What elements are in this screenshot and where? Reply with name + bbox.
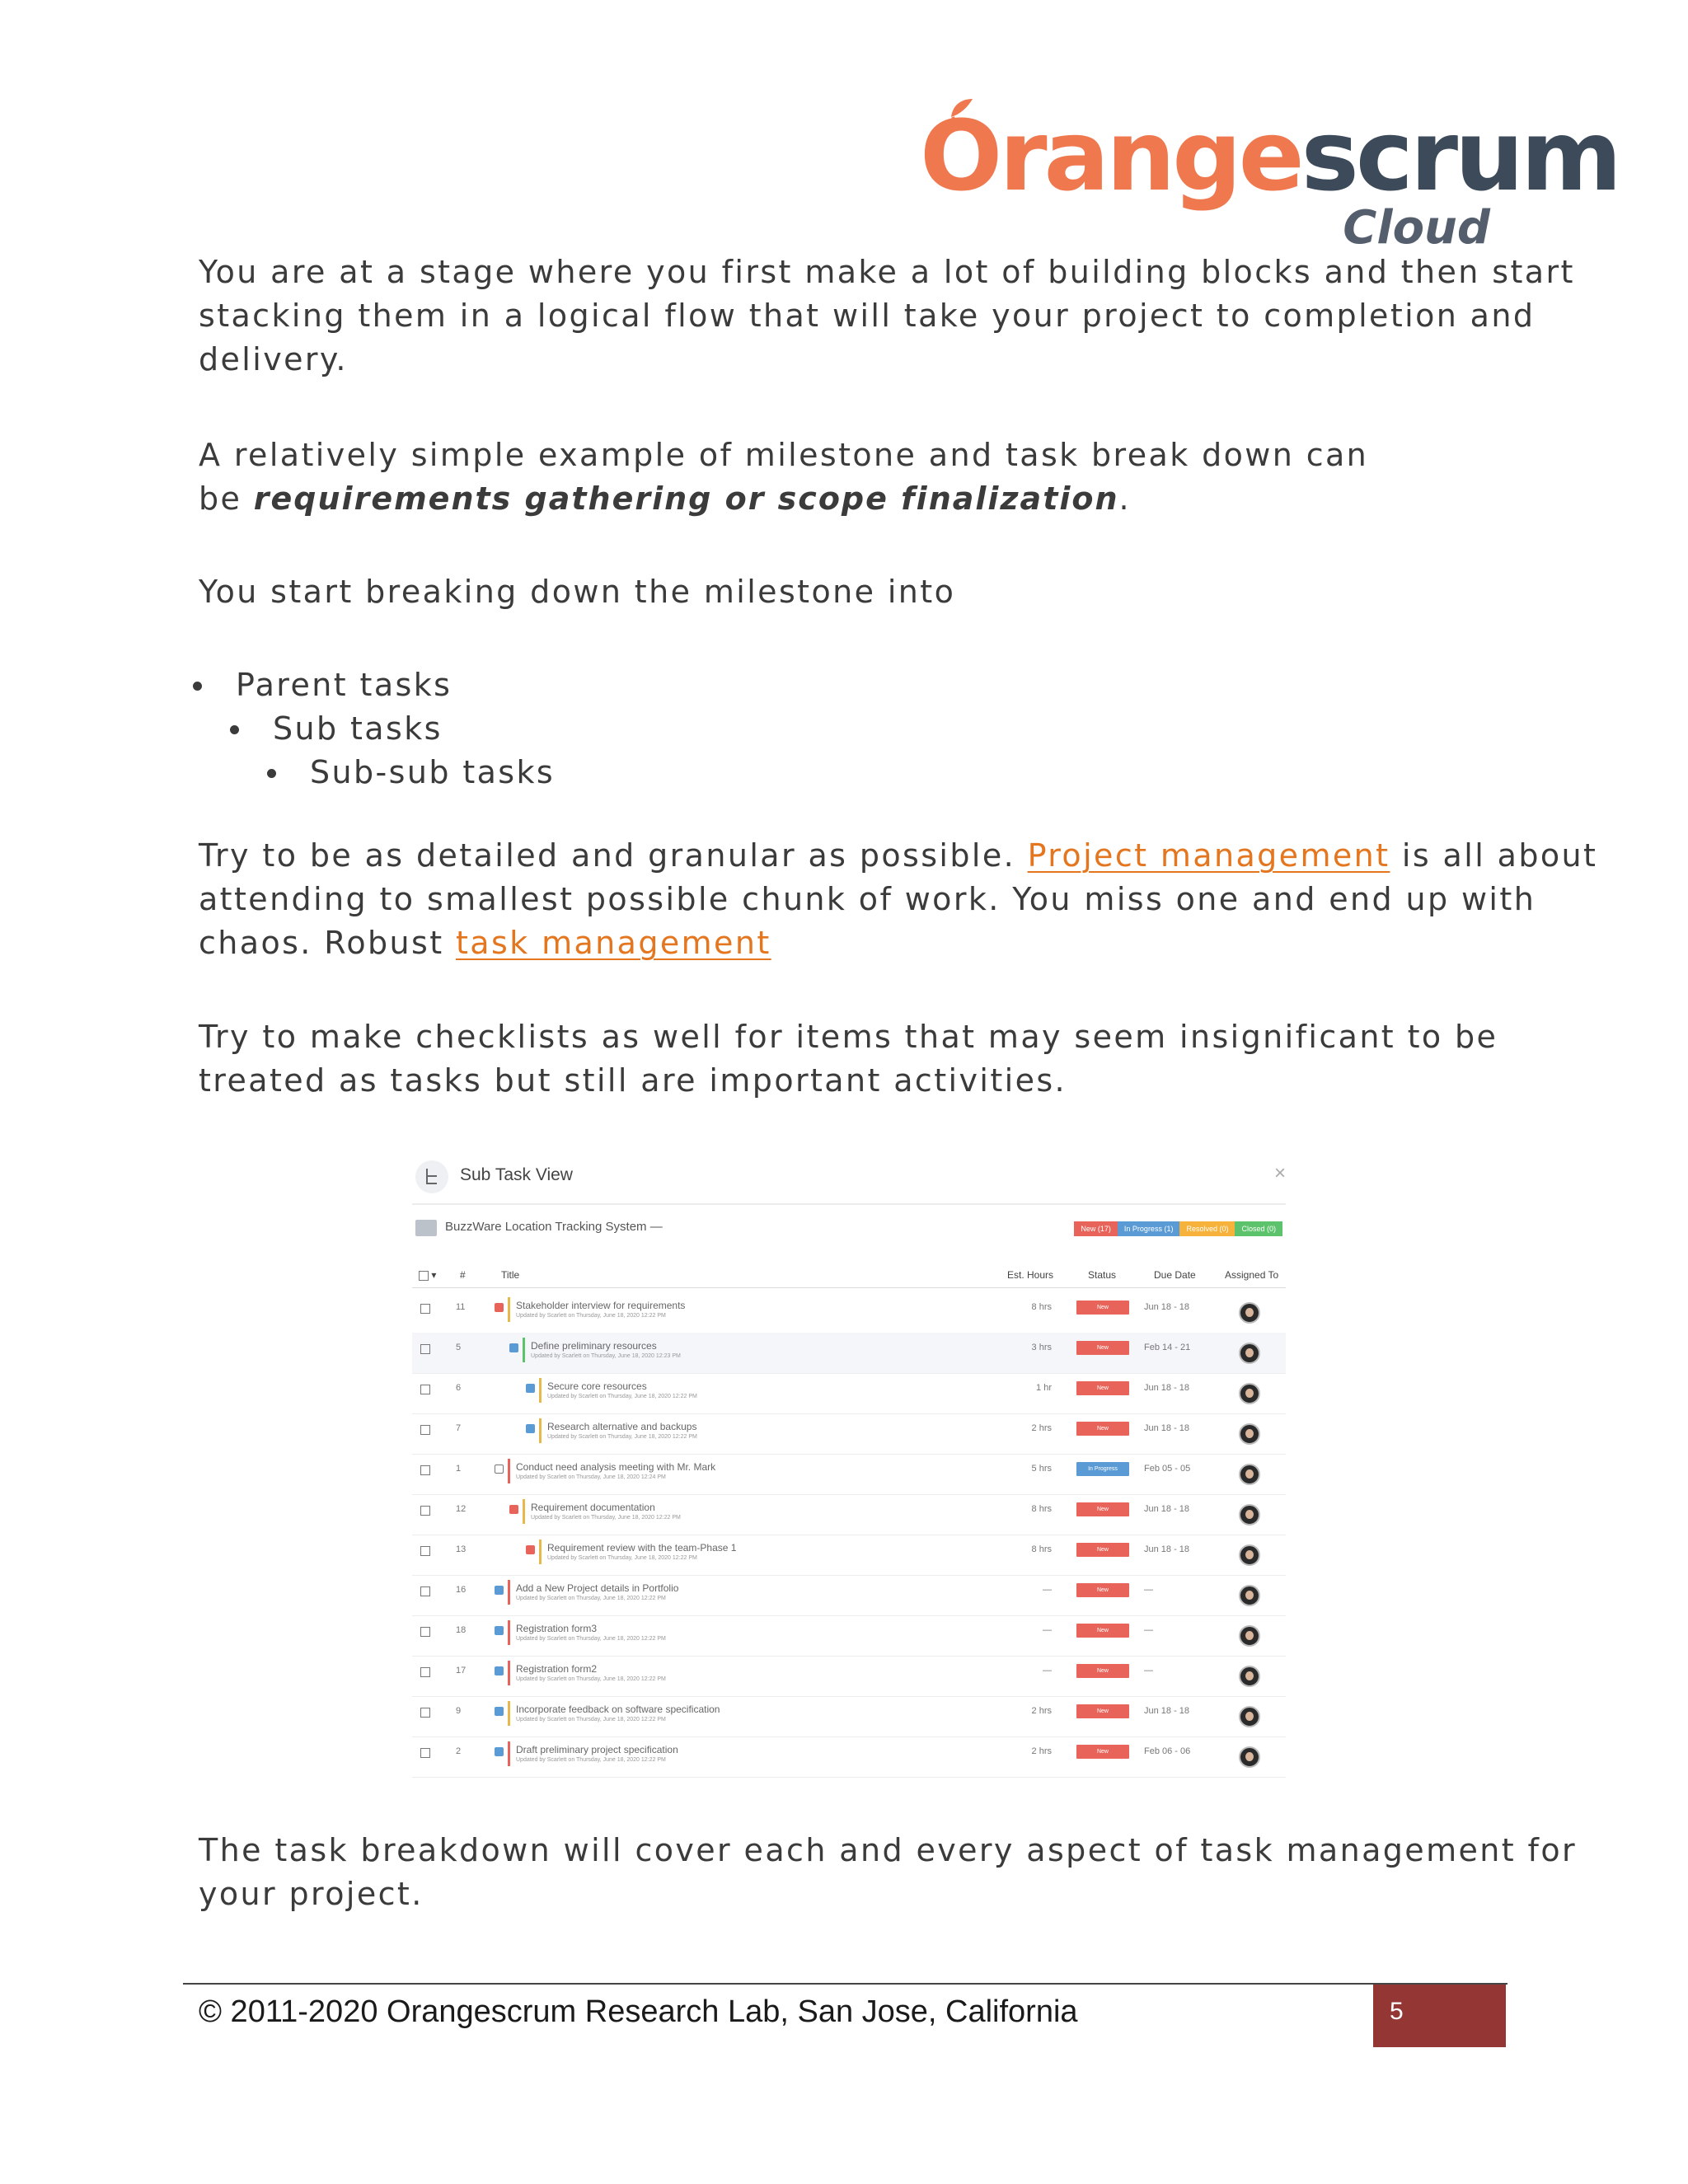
task-number: 2 <box>456 1746 462 1756</box>
task-est-hours: 8 hrs <box>1031 1504 1052 1514</box>
status-badge: New <box>1076 1301 1129 1315</box>
task-title[interactable]: Incorporate feedback on software specification <box>516 1704 720 1715</box>
status-badge: New <box>1076 1664 1129 1678</box>
priority-bar <box>523 1499 525 1524</box>
bullet-sub-sub-tasks: Sub-sub tasks <box>310 751 555 794</box>
table-row[interactable] <box>412 1535 1286 1576</box>
task-due-date: Jun 18 - 18 <box>1144 1544 1190 1554</box>
task-number: 7 <box>456 1423 462 1433</box>
avatar[interactable] <box>1239 1746 1260 1768</box>
table-row[interactable] <box>412 1494 1286 1535</box>
row-checkbox[interactable] <box>420 1708 430 1718</box>
task-title[interactable]: Requirement review with the team-Phase 1 <box>547 1542 737 1554</box>
tab-resolved[interactable]: Resolved (0) <box>1179 1221 1235 1236</box>
paragraph-line: your project. <box>199 1876 424 1912</box>
status-badge: New <box>1076 1502 1129 1516</box>
task-title[interactable]: Add a New Project details in Portfolio <box>516 1582 679 1594</box>
column-assigned-to: Assigned To <box>1225 1269 1279 1281</box>
task-number: 18 <box>456 1625 467 1635</box>
task-title[interactable]: Conduct need analysis meeting with Mr. Mark <box>516 1461 716 1473</box>
orangescrum-cloud-logo <box>920 92 1619 261</box>
task-number: 5 <box>456 1343 462 1352</box>
column-num: # <box>460 1269 466 1281</box>
tab-closed[interactable]: Closed (0) <box>1235 1221 1282 1236</box>
avatar[interactable] <box>1239 1706 1260 1727</box>
task-updated-text: Updated by Scarlett on Thursday, June 18, 2020 12:22 PM <box>516 1636 666 1642</box>
row-checkbox[interactable] <box>420 1586 430 1596</box>
subtask-tree-icon <box>415 1160 448 1193</box>
logo-cloud-text: Cloud <box>1343 201 1490 255</box>
task-number: 1 <box>456 1464 462 1474</box>
task-est-hours: 8 hrs <box>1031 1302 1052 1312</box>
task-number: 12 <box>456 1504 467 1514</box>
row-checkbox[interactable] <box>420 1748 430 1758</box>
project-bar <box>412 1215 1294 1244</box>
task-est-hours: 2 hrs <box>1031 1746 1052 1756</box>
status-badge: New <box>1076 1624 1129 1638</box>
status-badge: New <box>1076 1381 1129 1395</box>
logo-wordmark: Orangescrum <box>920 99 1619 213</box>
priority-bar <box>508 1620 510 1645</box>
table-row[interactable] <box>412 1736 1286 1778</box>
priority-bar <box>539 1418 542 1443</box>
row-checkbox[interactable] <box>420 1425 430 1435</box>
emphasis-text: requirements gathering or scope finalization <box>253 480 1119 517</box>
avatar[interactable] <box>1239 1302 1260 1324</box>
column-due-date: Due Date <box>1154 1269 1196 1281</box>
task-title[interactable]: Stakeholder interview for requirements <box>516 1300 686 1311</box>
bullet-parent-tasks: Parent tasks <box>236 663 452 707</box>
avatar[interactable] <box>1239 1383 1260 1404</box>
task-updated-text: Updated by Scarlett on Thursday, June 18, 2020 12:22 PM <box>516 1717 666 1722</box>
bullet-dot <box>193 682 202 691</box>
task-type-icon <box>509 1505 518 1514</box>
project-management-link[interactable]: Project management <box>1027 837 1390 874</box>
task-updated-text: Updated by Scarlett on Thursday, June 18, 2020 12:24 PM <box>516 1474 666 1480</box>
table-row[interactable] <box>412 1373 1286 1414</box>
paragraph-line: attending to smallest possible chunk of work. You miss one and end up with <box>199 881 1536 917</box>
task-title[interactable]: Secure core resources <box>547 1380 647 1392</box>
task-type-icon <box>526 1424 535 1433</box>
table-row[interactable] <box>412 1413 1286 1455</box>
task-due-date: Feb 14 - 21 <box>1144 1343 1191 1352</box>
task-updated-text: Updated by Scarlett on Thursday, June 18, 2020 12:23 PM <box>531 1353 681 1359</box>
header-divider <box>412 1287 1286 1288</box>
task-type-icon <box>526 1384 535 1393</box>
tab-in-progress[interactable]: In Progress (1) <box>1118 1221 1180 1236</box>
row-checkbox[interactable] <box>420 1385 430 1394</box>
column-est-hours: Est. Hours <box>1007 1269 1054 1281</box>
task-management-link[interactable]: task management <box>456 925 771 961</box>
task-type-icon <box>495 1586 504 1595</box>
avatar[interactable] <box>1239 1423 1260 1445</box>
priority-bar <box>523 1338 525 1362</box>
task-type-icon <box>526 1545 535 1554</box>
task-updated-text: Updated by Scarlett on Thursday, June 18, 2020 12:22 PM <box>516 1313 666 1319</box>
priority-bar <box>508 1459 510 1483</box>
avatar[interactable] <box>1239 1504 1260 1526</box>
task-due-date: Jun 18 - 18 <box>1144 1706 1190 1716</box>
folder-icon <box>415 1220 437 1236</box>
tab-new[interactable]: New (17) <box>1074 1221 1118 1236</box>
task-type-icon <box>495 1303 504 1312</box>
task-updated-text: Updated by Scarlett on Thursday, June 18, 2020 12:22 PM <box>547 1394 697 1399</box>
task-number: 17 <box>456 1666 467 1675</box>
task-est-hours: 3 hrs <box>1031 1343 1052 1352</box>
row-checkbox[interactable] <box>420 1667 430 1677</box>
task-est-hours: 2 hrs <box>1031 1706 1052 1716</box>
priority-bar <box>508 1701 510 1726</box>
task-type-icon <box>495 1465 504 1474</box>
task-updated-text: Updated by Scarlett on Thursday, June 18, 2020 12:22 PM <box>516 1676 666 1682</box>
footer-divider <box>183 1983 1507 1985</box>
footer-copyright: © 2011-2020 Orangescrum Research Lab, San Jose, California <box>199 1994 1078 2029</box>
priority-bar <box>508 1741 510 1766</box>
task-est-hours: 2 hrs <box>1031 1423 1052 1433</box>
row-checkbox[interactable] <box>420 1506 430 1516</box>
task-type-icon <box>509 1343 518 1352</box>
bullet-sub-tasks: Sub tasks <box>273 707 443 751</box>
select-all-checkbox[interactable]: ▾ <box>419 1269 436 1281</box>
paragraph-line: be requirements gathering or scope finalization. <box>199 480 1132 517</box>
column-title: Title <box>501 1269 520 1281</box>
priority-bar <box>508 1297 510 1322</box>
row-checkbox[interactable] <box>420 1304 430 1314</box>
task-est-hours: — <box>1043 1666 1052 1675</box>
bullet-dot <box>230 725 239 734</box>
task-updated-text: Updated by Scarlett on Thursday, June 18, 2020 12:22 PM <box>516 1757 666 1763</box>
priority-bar <box>508 1661 510 1685</box>
close-icon[interactable]: × <box>1273 1162 1286 1184</box>
task-est-hours: 1 hr <box>1036 1383 1052 1393</box>
task-updated-text: Updated by Scarlett on Thursday, June 18, 2020 12:22 PM <box>547 1434 697 1440</box>
task-due-date: — <box>1144 1666 1153 1675</box>
status-badge: New <box>1076 1422 1129 1436</box>
avatar[interactable] <box>1239 1464 1260 1485</box>
task-due-date: Jun 18 - 18 <box>1144 1423 1190 1433</box>
task-due-date: — <box>1144 1625 1153 1635</box>
task-title[interactable]: Define preliminary resources <box>531 1340 657 1352</box>
paragraph-line: Try to be as detailed and granular as possible. Project management is all about <box>199 837 1598 874</box>
row-checkbox[interactable] <box>420 1627 430 1637</box>
status-badge: New <box>1076 1341 1129 1355</box>
table-row[interactable] <box>412 1454 1286 1495</box>
task-number: 9 <box>456 1706 462 1716</box>
status-badge: New <box>1076 1583 1129 1597</box>
paragraph-line: delivery. <box>199 341 348 377</box>
priority-bar <box>508 1580 510 1605</box>
status-badge: New <box>1076 1704 1129 1718</box>
row-checkbox[interactable] <box>420 1546 430 1556</box>
task-type-icon <box>495 1747 504 1756</box>
task-title[interactable]: Registration form3 <box>516 1623 598 1634</box>
paragraph-line: Try to make checklists as well for items that may seem insignificant to be <box>199 1019 1498 1055</box>
paragraph-line: You start breaking down the milestone into <box>199 574 956 610</box>
status-tabs <box>1074 1221 1282 1236</box>
task-updated-text: Updated by Scarlett on Thursday, June 18, 2020 12:22 PM <box>547 1555 697 1561</box>
task-due-date: — <box>1144 1585 1153 1595</box>
table-row[interactable] <box>412 1292 1286 1333</box>
avatar[interactable] <box>1239 1625 1260 1647</box>
row-checkbox[interactable] <box>420 1465 430 1475</box>
sub-task-view-title: Sub Task View <box>460 1165 573 1184</box>
task-due-date: Jun 18 - 18 <box>1144 1383 1190 1393</box>
status-badge: New <box>1076 1543 1129 1557</box>
task-est-hours: 8 hrs <box>1031 1544 1052 1554</box>
task-updated-text: Updated by Scarlett on Thursday, June 18, 2020 12:22 PM <box>531 1515 681 1521</box>
task-due-date: Jun 18 - 18 <box>1144 1302 1190 1312</box>
status-badge: New <box>1076 1745 1129 1759</box>
avatar[interactable] <box>1239 1666 1260 1687</box>
table-row[interactable] <box>412 1696 1286 1737</box>
paragraph-line: A relatively simple example of milestone and task break down can <box>199 437 1369 473</box>
task-number: 16 <box>456 1585 467 1595</box>
sub-task-view-screenshot <box>412 1151 1294 1777</box>
bullet-dot <box>267 769 276 778</box>
task-title[interactable]: Draft preliminary project specification <box>516 1744 678 1755</box>
task-number: 13 <box>456 1544 467 1554</box>
sub-task-view-header <box>412 1151 1286 1205</box>
task-title[interactable]: Requirement documentation <box>531 1502 655 1513</box>
avatar[interactable] <box>1239 1544 1260 1566</box>
task-est-hours: 5 hrs <box>1031 1464 1052 1474</box>
paragraph-line: stacking them in a logical flow that will take your project to completion and <box>199 298 1536 334</box>
priority-bar <box>539 1378 542 1403</box>
task-due-date: Feb 06 - 06 <box>1144 1746 1191 1756</box>
task-number: 11 <box>456 1302 466 1312</box>
paragraph-line: treated as tasks but still are important activities. <box>199 1062 1067 1099</box>
table-row[interactable] <box>412 1575 1286 1616</box>
task-due-date: Jun 18 - 18 <box>1144 1504 1190 1514</box>
table-row[interactable] <box>412 1615 1286 1657</box>
task-number: 6 <box>456 1383 462 1393</box>
table-row[interactable] <box>412 1333 1286 1374</box>
column-status: Status <box>1088 1269 1117 1281</box>
avatar[interactable] <box>1239 1585 1260 1606</box>
task-title[interactable]: Registration form2 <box>516 1663 598 1675</box>
status-badge: In Progress <box>1076 1462 1129 1476</box>
row-checkbox[interactable] <box>420 1344 430 1354</box>
page-number: 5 <box>1390 1998 1404 2025</box>
page-number-box <box>1373 1985 1506 2047</box>
project-name: BuzzWare Location Tracking System — <box>445 1220 663 1234</box>
paragraph-line: The task breakdown will cover each and every aspect of task management for <box>199 1832 1577 1868</box>
priority-bar <box>539 1540 542 1564</box>
avatar[interactable] <box>1239 1343 1260 1364</box>
table-row[interactable] <box>412 1656 1286 1697</box>
task-type-icon <box>495 1666 504 1675</box>
task-due-date: Feb 05 - 05 <box>1144 1464 1191 1474</box>
task-title[interactable]: Research alternative and backups <box>547 1421 697 1432</box>
task-updated-text: Updated by Scarlett on Thursday, June 18, 2020 12:22 PM <box>516 1596 666 1601</box>
task-est-hours: — <box>1043 1625 1052 1635</box>
task-est-hours: — <box>1043 1585 1052 1595</box>
paragraph-line: You are at a stage where you first make a lot of building blocks and then start <box>199 254 1575 290</box>
paragraph-line: chaos. Robust task management <box>199 925 771 961</box>
task-type-icon <box>495 1707 504 1716</box>
task-type-icon <box>495 1626 504 1635</box>
